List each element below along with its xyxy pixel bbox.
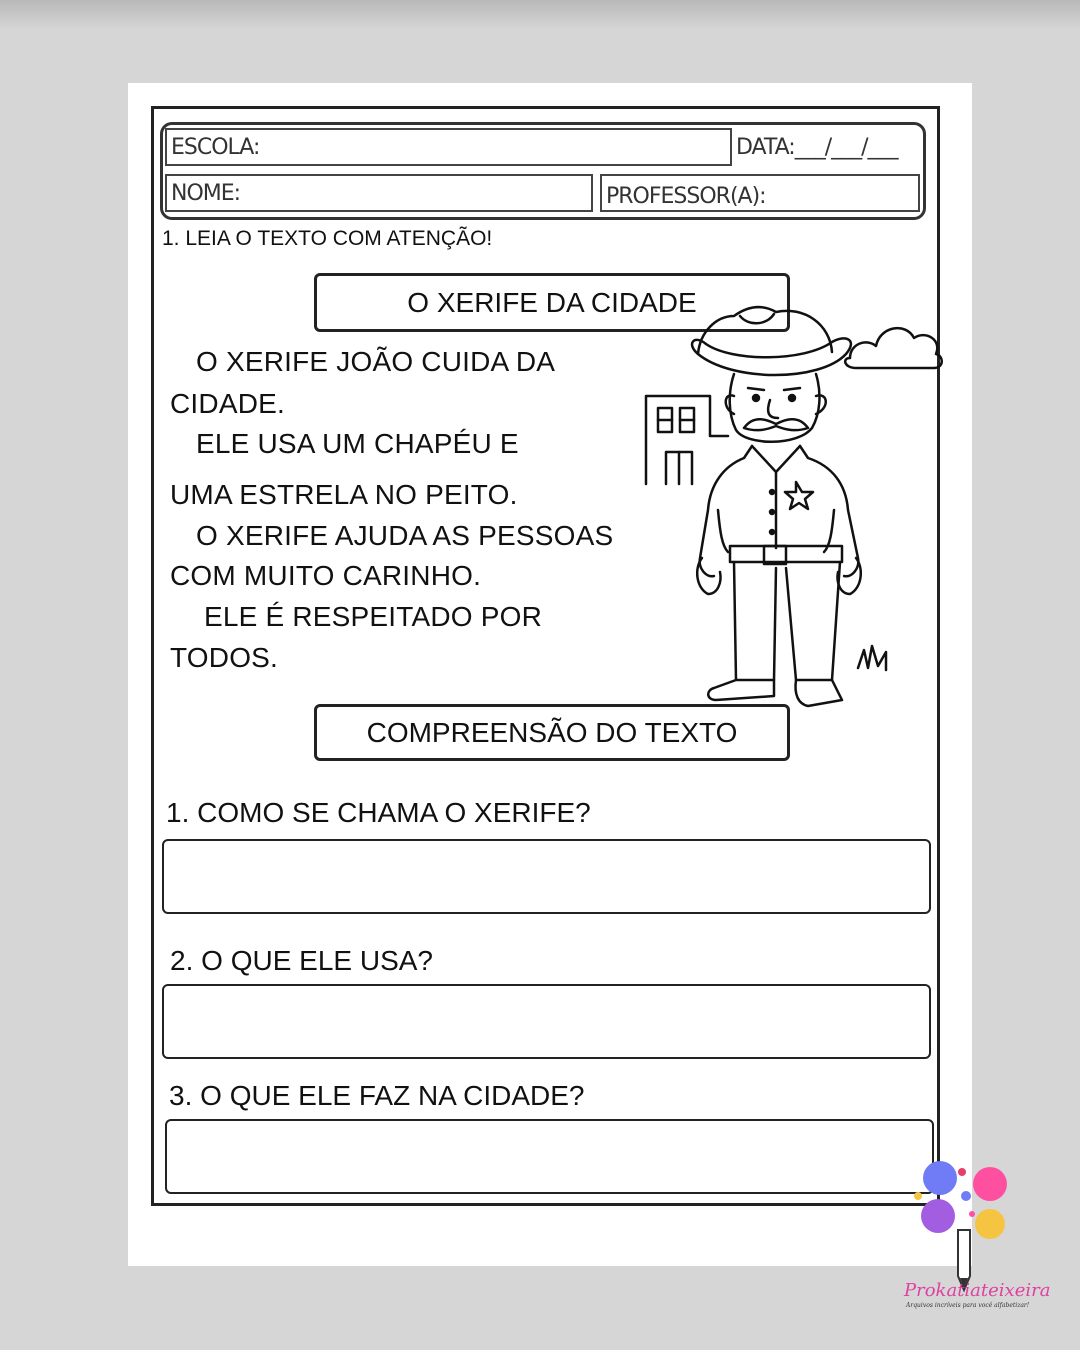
name-label: NOME:	[171, 180, 241, 206]
reading-instruction: 1. LEIA O TEXTO COM ATENÇÃO!	[162, 227, 493, 250]
story-line: TODOS.	[170, 642, 279, 673]
story-line: UMA ESTRELA NO PEITO.	[170, 479, 518, 510]
teacher-field[interactable]	[600, 174, 920, 212]
cloud-icon	[845, 328, 942, 368]
body-icon	[697, 446, 861, 594]
story-line: ELE É RESPEITADO POR	[204, 601, 543, 632]
question-1: 1. COMO SE CHAMA O XERIFE?	[166, 797, 591, 828]
answer-box-2[interactable]	[162, 984, 931, 1059]
comprehension-title: COMPREENSÃO DO TEXTO	[366, 716, 738, 748]
building-icon	[646, 396, 728, 484]
answer-box-1[interactable]	[162, 839, 931, 914]
sheriff-illustration	[636, 296, 948, 716]
name-field[interactable]	[165, 174, 593, 212]
brand-tagline: Arquivos incríveis para você alfabetizar!	[906, 1302, 1030, 1309]
brand-name: Prokatiateixeira	[904, 1280, 1051, 1301]
answer-box-3[interactable]	[165, 1119, 934, 1194]
date-label: DATA:___/___/___	[736, 134, 898, 160]
comprehension-title-box	[314, 704, 790, 761]
school-field[interactable]	[165, 128, 732, 166]
teacher-label: PROFESSOR(A):	[606, 183, 766, 209]
story-line: O XERIFE AJUDA AS PESSOAS	[196, 520, 614, 551]
face-icon	[726, 374, 826, 442]
school-label: ESCOLA:	[171, 134, 260, 160]
question-2: 2. O QUE ELE USA?	[170, 945, 433, 976]
grass-icon	[858, 646, 886, 670]
story-title: O XERIFE DA CIDADE	[407, 286, 697, 318]
hat-icon	[692, 307, 851, 375]
story-line: O XERIFE JOÃO CUIDA DA	[196, 346, 556, 377]
question-3: 3. O QUE ELE FAZ NA CIDADE?	[169, 1080, 585, 1111]
story-line: CIDADE.	[170, 388, 285, 419]
date-field[interactable]	[732, 128, 922, 166]
background-shade	[0, 0, 1080, 30]
boots-icon	[708, 562, 842, 706]
story-line: COM MUITO CARINHO.	[170, 560, 482, 591]
story-line: ELE USA UM CHAPÉU E	[196, 428, 519, 459]
